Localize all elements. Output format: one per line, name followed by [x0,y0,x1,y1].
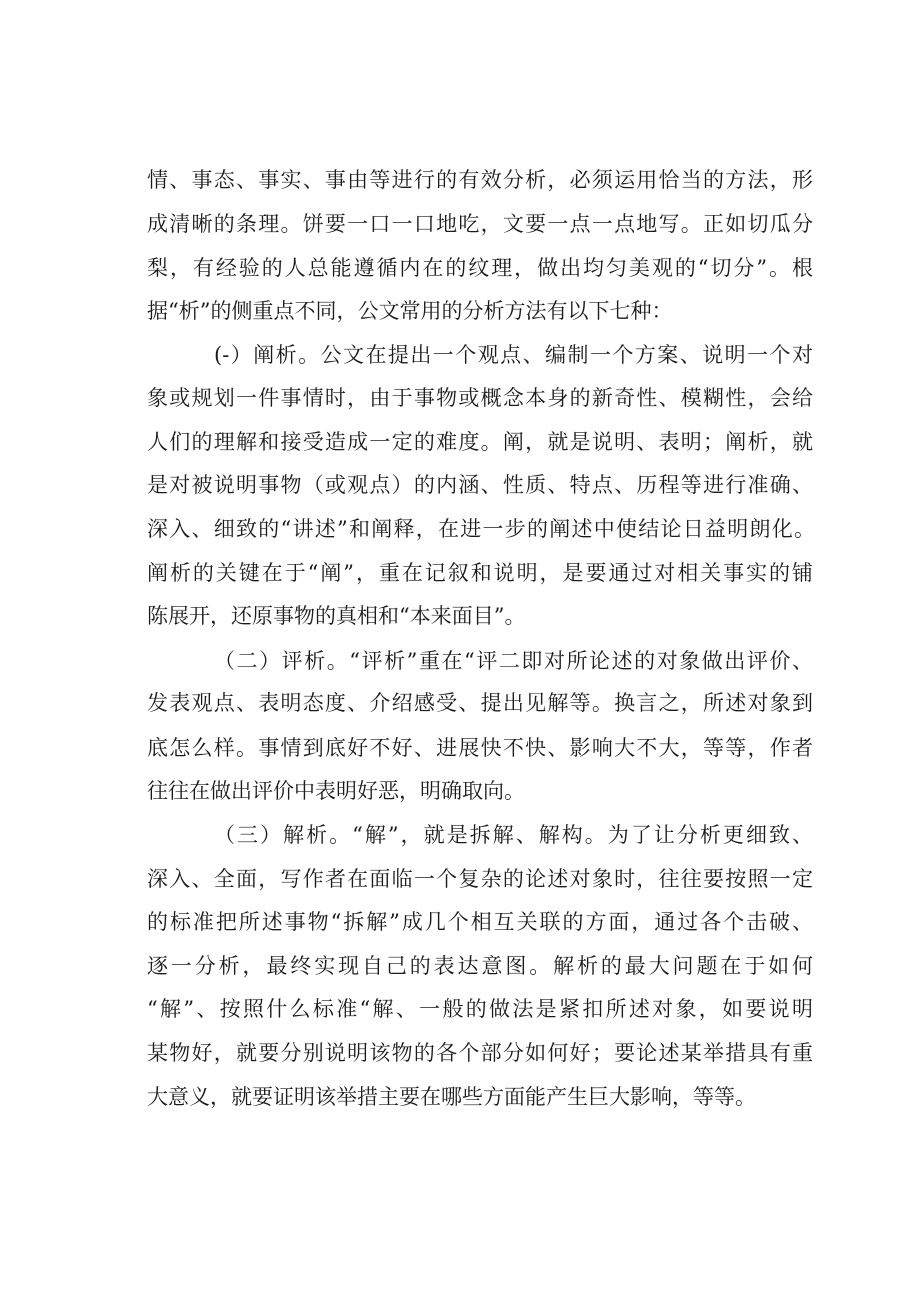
paragraph-line [0,291,920,331]
line-text: （三）解析。“解”，就是拆解、解构。为了让分析更细致、 [214,823,813,847]
line-text: 的标准把所述事物“拆解”成几个相互关联的方面，通过各个击破、 [147,910,813,934]
paragraph-line [0,771,920,811]
paragraph-line [0,596,920,636]
line-text: 深入、细致的“讲述”和阐释，在进一步的阐述中使结论日益明朗化。 [147,517,815,541]
paragraph-line [0,989,920,1029]
line-text: （二）评析。“评析”重在“评二即对所论述的对象做出评价、 [214,649,813,673]
section-heading-line [0,335,920,375]
paragraph-line [0,728,920,768]
paragraph-line [0,509,920,549]
paragraph-line [0,248,920,288]
line-text: (-）阐析。公文在提出一个观点、编制一个方案、说明一个对 [214,343,813,367]
line-text: 象或规划一件事情时，由于事物或概念本身的新奇性、模糊性，会给 [147,386,813,410]
line-text: 人们的理解和接受造成一定的难度。阐，就是说明、表明；阐析，就 [147,430,813,454]
section-heading-line [0,641,920,681]
paragraph-line [0,465,920,505]
paragraph-line [0,378,920,418]
line-text: 据“析”的侧重点不同，公文常用的分析方法有以下七种： [147,299,673,323]
paragraph-line [0,902,920,942]
paragraph-line [0,160,920,200]
line-text: 发表观点、表明态度、介绍感受、提出见解等。换言之，所述对象到 [147,691,813,715]
paragraph-line [0,946,920,986]
paragraph-line [0,204,920,244]
line-text: 某物好，就要分别说明该物的各个部分如何好；要论述某举措具有重 [147,1041,813,1065]
line-text: 大意义，就要证明该举措主要在哪些方面能产生巨大影响，等等。 [147,1085,756,1109]
section-heading-line [0,815,920,855]
paragraph-line [0,1033,920,1073]
paragraph-line [0,683,920,723]
line-text: 是对被说明事物（或观点）的内涵、性质、特点、历程等进行准确、 [147,473,813,497]
line-text: 情、事态、事实、事由等进行的有效分析，必须运用恰当的方法，形 [147,168,813,192]
line-text: 逐一分析，最终实现自己的表达意图。解析的最大问题在于如何 [147,954,813,978]
paragraph-line [0,422,920,462]
paragraph-line [0,1077,920,1117]
paragraph-line [0,859,920,899]
line-text: 深入、全面，写作者在面临一个复杂的论述对象时，往往要按照一定 [147,867,813,891]
paragraph-line [0,553,920,593]
line-text: 底怎么样。事情到底好不好、进展快不快、影响大不大，等等，作者 [147,736,813,760]
line-text: 阐析的关键在于“阐”，重在记叙和说明，是要通过对相关事实的铺 [147,561,813,585]
line-text: 梨，有经验的人总能遵循内在的纹理，做出均匀美观的“切分”。根 [147,256,813,280]
line-text: 成清晰的条理。饼要一口一口地吃，文要一点一点地写。正如切瓜分 [147,212,813,236]
line-text: “解”、按照什么标准“解、一般的做法是紧扣所述对象，如要说明 [147,997,813,1021]
line-text: 往往在做出评价中表明好恶，明确取向。 [147,779,525,803]
line-text: 陈展开，还原事物的真相和“本来面目”。 [147,604,526,628]
